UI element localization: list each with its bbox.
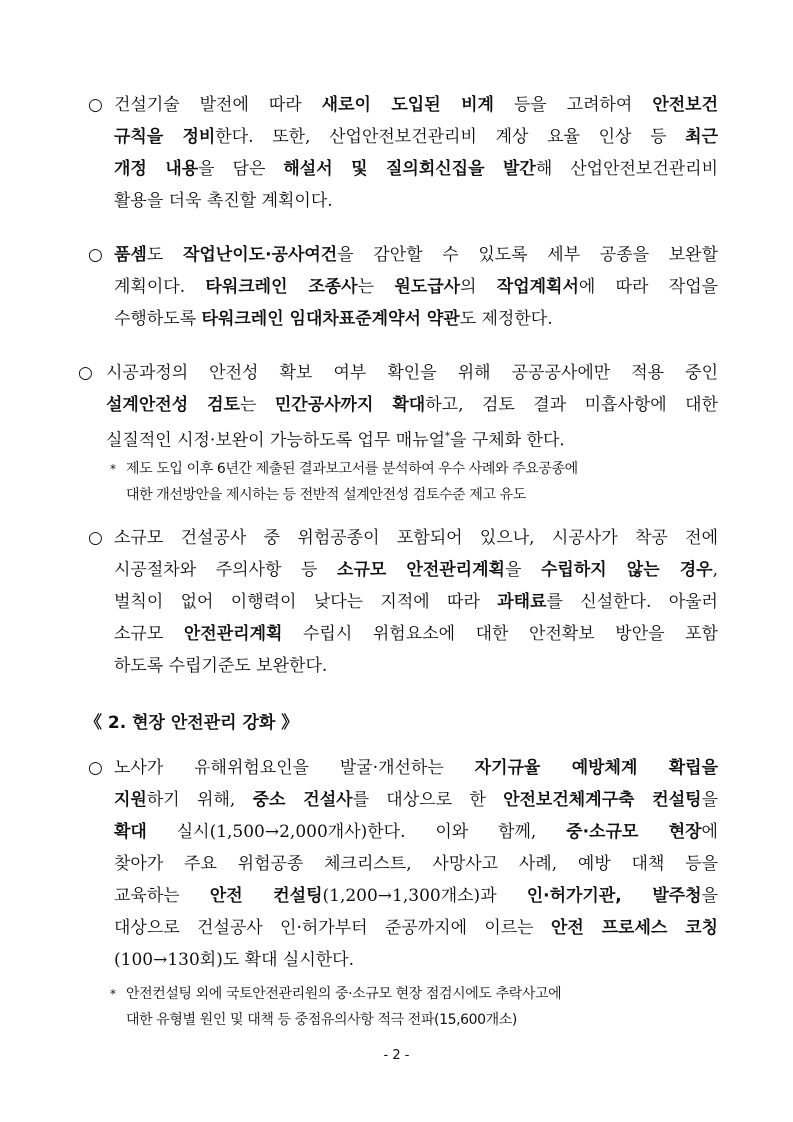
text-run: 는 <box>357 277 395 297</box>
text-line <box>114 244 718 266</box>
text-run: 의 <box>460 277 497 297</box>
text-run: 하고, 검토 결과 미흡사항에 대한 <box>425 395 719 415</box>
bold-text-run: 새로이 도입된 비계 <box>321 95 494 115</box>
text-run: 하도록 수립기준도 보완한다. <box>114 656 328 676</box>
bold-text-run: 타워크레인 임대차표준계약서 약관 <box>201 309 460 329</box>
circle-bullet-icon: ○ <box>88 95 103 115</box>
text-run: 건설기술 발전에 따라 <box>114 95 322 115</box>
text-run: 노사가 유해위험요인을 발굴·개선하는 <box>114 758 475 778</box>
text-line <box>114 757 718 779</box>
text-line <box>106 426 565 452</box>
text-run: 수행하도록 <box>114 309 202 329</box>
text-line <box>114 527 718 549</box>
text-line <box>114 126 718 148</box>
text-run: 는 <box>239 395 275 415</box>
text-run: 한다. 또한, 산업안전보건관리비 계상 요율 인상 등 <box>215 127 686 147</box>
text-run: 을 <box>701 790 718 810</box>
text-line <box>114 158 718 180</box>
bold-text-run: 설계안전성 검토 <box>106 395 240 415</box>
bold-text-run: 민간공사까지 확대 <box>274 395 426 415</box>
text-run: 벌칙이 없어 이행력이 낮다는 지적에 따라 <box>114 592 498 612</box>
text-run: 실시(1,500→2,000개사)한다. 이와 함께, <box>146 822 567 842</box>
text-run: 를 신설한다. 아울러 <box>546 592 718 612</box>
text-run: (100→130회)도 확대 실시한다. <box>114 950 354 970</box>
text-line <box>114 94 718 116</box>
text-line <box>114 949 354 971</box>
text-line <box>114 276 718 298</box>
bold-text-run: 최근 <box>685 127 719 147</box>
text-run: 를 대상으로 한 <box>352 790 504 810</box>
section-heading: 《 2. 현장 안전관리 강화 》 <box>85 713 299 733</box>
text-line <box>114 853 718 875</box>
text-line <box>114 308 553 330</box>
text-run: 등을 고려하여 <box>493 95 653 115</box>
text-run: 대상으로 건설공사 인·허가부터 준공까지에 이르는 <box>114 918 551 938</box>
text-run: 활용을 더욱 촉진할 계획이다. <box>114 191 333 211</box>
footnote-line: 대한 유형별 원인 및 대책 등 중점유의사항 적극 전파(15,600개소) <box>126 1012 517 1028</box>
text-line <box>114 821 718 843</box>
text-run: 찾아가 주요 위험공종 체크리스트, 사망사고 사례, 예방 대책 등을 <box>114 854 718 874</box>
page-number: - 2 - <box>383 1048 410 1063</box>
text-run: 을 구체화 한다. <box>450 430 565 451</box>
bold-text-run: 작업계획서 <box>496 277 579 297</box>
text-run: 도 <box>146 245 183 265</box>
bold-text-run: 해설서 및 질의회신집을 발간 <box>283 159 536 179</box>
text-run: 교육하는 <box>114 886 210 906</box>
bold-text-run: 안전 프로세스 코칭 <box>550 918 718 938</box>
text-line <box>106 362 718 384</box>
text-run: 을 감안할 수 있도록 세부 공종을 보완할 <box>337 245 718 265</box>
text-run: 에 <box>701 822 718 842</box>
circle-bullet-icon: ○ <box>78 363 93 383</box>
bold-text-run: 개정 내용 <box>114 159 199 179</box>
text-run: 계획이다. <box>114 277 206 297</box>
text-run: 에 따라 작업을 <box>578 277 719 297</box>
bold-text-run: 수립하지 않는 경우 <box>540 560 713 580</box>
bold-text-run: 소규모 안전관리계획 <box>337 560 505 580</box>
footnote-line: 대한 개선방안을 제시하는 등 전반적 설계안전성 검토수준 제고 유도 <box>126 487 526 503</box>
circle-bullet-icon: ○ <box>88 528 103 548</box>
bold-text-run: 품셈 <box>114 245 147 265</box>
text-run: 소규모 건설공사 중 위험공종이 포함되어 있으나, 시공사가 착공 전에 <box>114 528 718 548</box>
text-run: 수립시 위험요소에 대한 안전확보 방안을 포함 <box>282 624 719 644</box>
bold-text-run: 작업난이도·공사여건 <box>182 245 338 265</box>
text-line <box>106 394 718 416</box>
bold-text-run: 과태료 <box>497 592 547 612</box>
text-line <box>114 917 718 939</box>
bold-text-run: 원도급사 <box>394 277 461 297</box>
text-run: 하기 위해, <box>146 790 253 810</box>
bold-text-run: 자기규율 예방체계 확립을 <box>474 758 718 778</box>
text-run: 도 제정한다. <box>459 309 553 329</box>
text-run: 을 <box>504 560 541 580</box>
text-run: 시공과정의 안전성 확보 여부 확인을 위해 공공공사에만 적용 중인 <box>106 363 718 383</box>
bold-text-run: 안전보건 <box>652 95 719 115</box>
text-run: , <box>712 560 719 580</box>
bold-text-run: 중·소규모 현장 <box>566 822 702 842</box>
bold-text-run: 지원 <box>114 790 147 810</box>
bold-text-run: 확대 <box>114 822 147 842</box>
bold-text-run: 인·허가기관, 발주청 <box>526 886 702 906</box>
bold-text-run: 중소 건설사 <box>252 790 353 810</box>
circle-bullet-icon: ○ <box>88 245 103 265</box>
text-run: 소규모 <box>114 624 184 644</box>
bold-text-run: 타워크레인 조종사 <box>205 277 358 297</box>
footnote-marker: * <box>110 987 116 1001</box>
footnote-line: 안전컨설팅 외에 국토안전관리원의 중·소규모 현장 점검시에도 추락사고에 <box>126 986 562 1002</box>
text-line <box>114 885 718 907</box>
footnote-ref: * <box>445 431 451 442</box>
footnote-line: 제도 도입 이후 6년간 제출된 결과보고서를 분석하여 우수 사례와 주요공종에 <box>126 461 578 477</box>
text-run: 시공절차와 주의사항 등 <box>114 560 338 580</box>
text-line <box>114 623 718 645</box>
bold-text-run: 규칙을 정비 <box>114 127 216 147</box>
text-line <box>114 591 718 613</box>
bold-text-run: 안전보건체계구축 컨설팅 <box>503 790 702 810</box>
bold-text-run: 안전관리계획 <box>183 624 283 644</box>
text-run: 실질적인 시정·보완이 가능하도록 업무 매뉴얼 <box>106 430 446 451</box>
text-line <box>114 559 718 581</box>
footnote-marker: * <box>110 462 116 476</box>
circle-bullet-icon: ○ <box>88 758 103 778</box>
text-run: 해 산업안전보건관리비 <box>535 159 719 179</box>
text-line <box>114 190 333 212</box>
bold-text-run: 안전 컨설팅 <box>209 886 323 906</box>
text-run: (1,200→1,300개소)과 <box>322 886 527 906</box>
text-run: 을 <box>701 886 719 906</box>
text-line <box>114 789 718 811</box>
text-line <box>114 655 327 677</box>
text-run: 을 담은 <box>198 159 284 179</box>
